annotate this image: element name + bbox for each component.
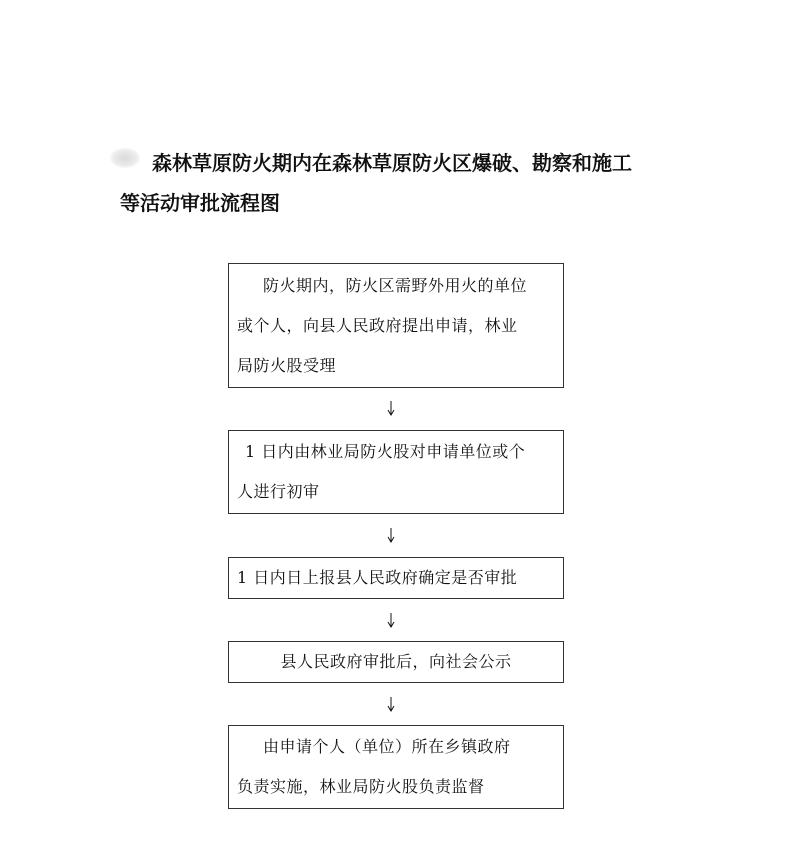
flow-arrow-down-icon xyxy=(386,612,396,628)
flow-arrow-down-icon xyxy=(386,696,396,712)
flow-step-1-line-3: 局防火股受理 xyxy=(237,356,337,375)
flow-step-2-line-2: 人进行初审 xyxy=(237,482,320,501)
document-title xyxy=(120,143,700,223)
flow-step-2-line-1: 1 日内由林业局防火股对申请单位或个 xyxy=(245,442,526,461)
flow-step-5-line-2: 负责实施，林业局防火股负责监督 xyxy=(237,777,485,796)
flow-step-1-line-2: 或个人，向县人民政府提出申请，林业 xyxy=(237,316,518,335)
title-line-2: 等活动审批流程图 xyxy=(120,191,280,215)
flow-step-4 xyxy=(228,641,564,683)
flow-step-3 xyxy=(228,557,564,599)
flow-step-5-line-1: 由申请个人（单位）所在乡镇政府 xyxy=(263,737,511,756)
flow-arrow-down-icon xyxy=(386,527,396,543)
flow-step-1-line-1: 防火期内，防火区需野外用火的单位 xyxy=(263,276,528,295)
title-line-1: 森林草原防火期内在森林草原防火区爆破、勘察和施工 xyxy=(152,151,632,175)
flow-step-4-line-1: 县人民政府审批后，向社会公示 xyxy=(280,652,512,671)
flow-step-5 xyxy=(228,725,564,809)
flow-arrow-down-icon xyxy=(386,400,396,416)
flow-step-1 xyxy=(228,263,564,388)
flow-step-2 xyxy=(228,430,564,514)
flow-step-3-line-1: 1 日内日上报县人民政府确定是否审批 xyxy=(237,568,518,587)
